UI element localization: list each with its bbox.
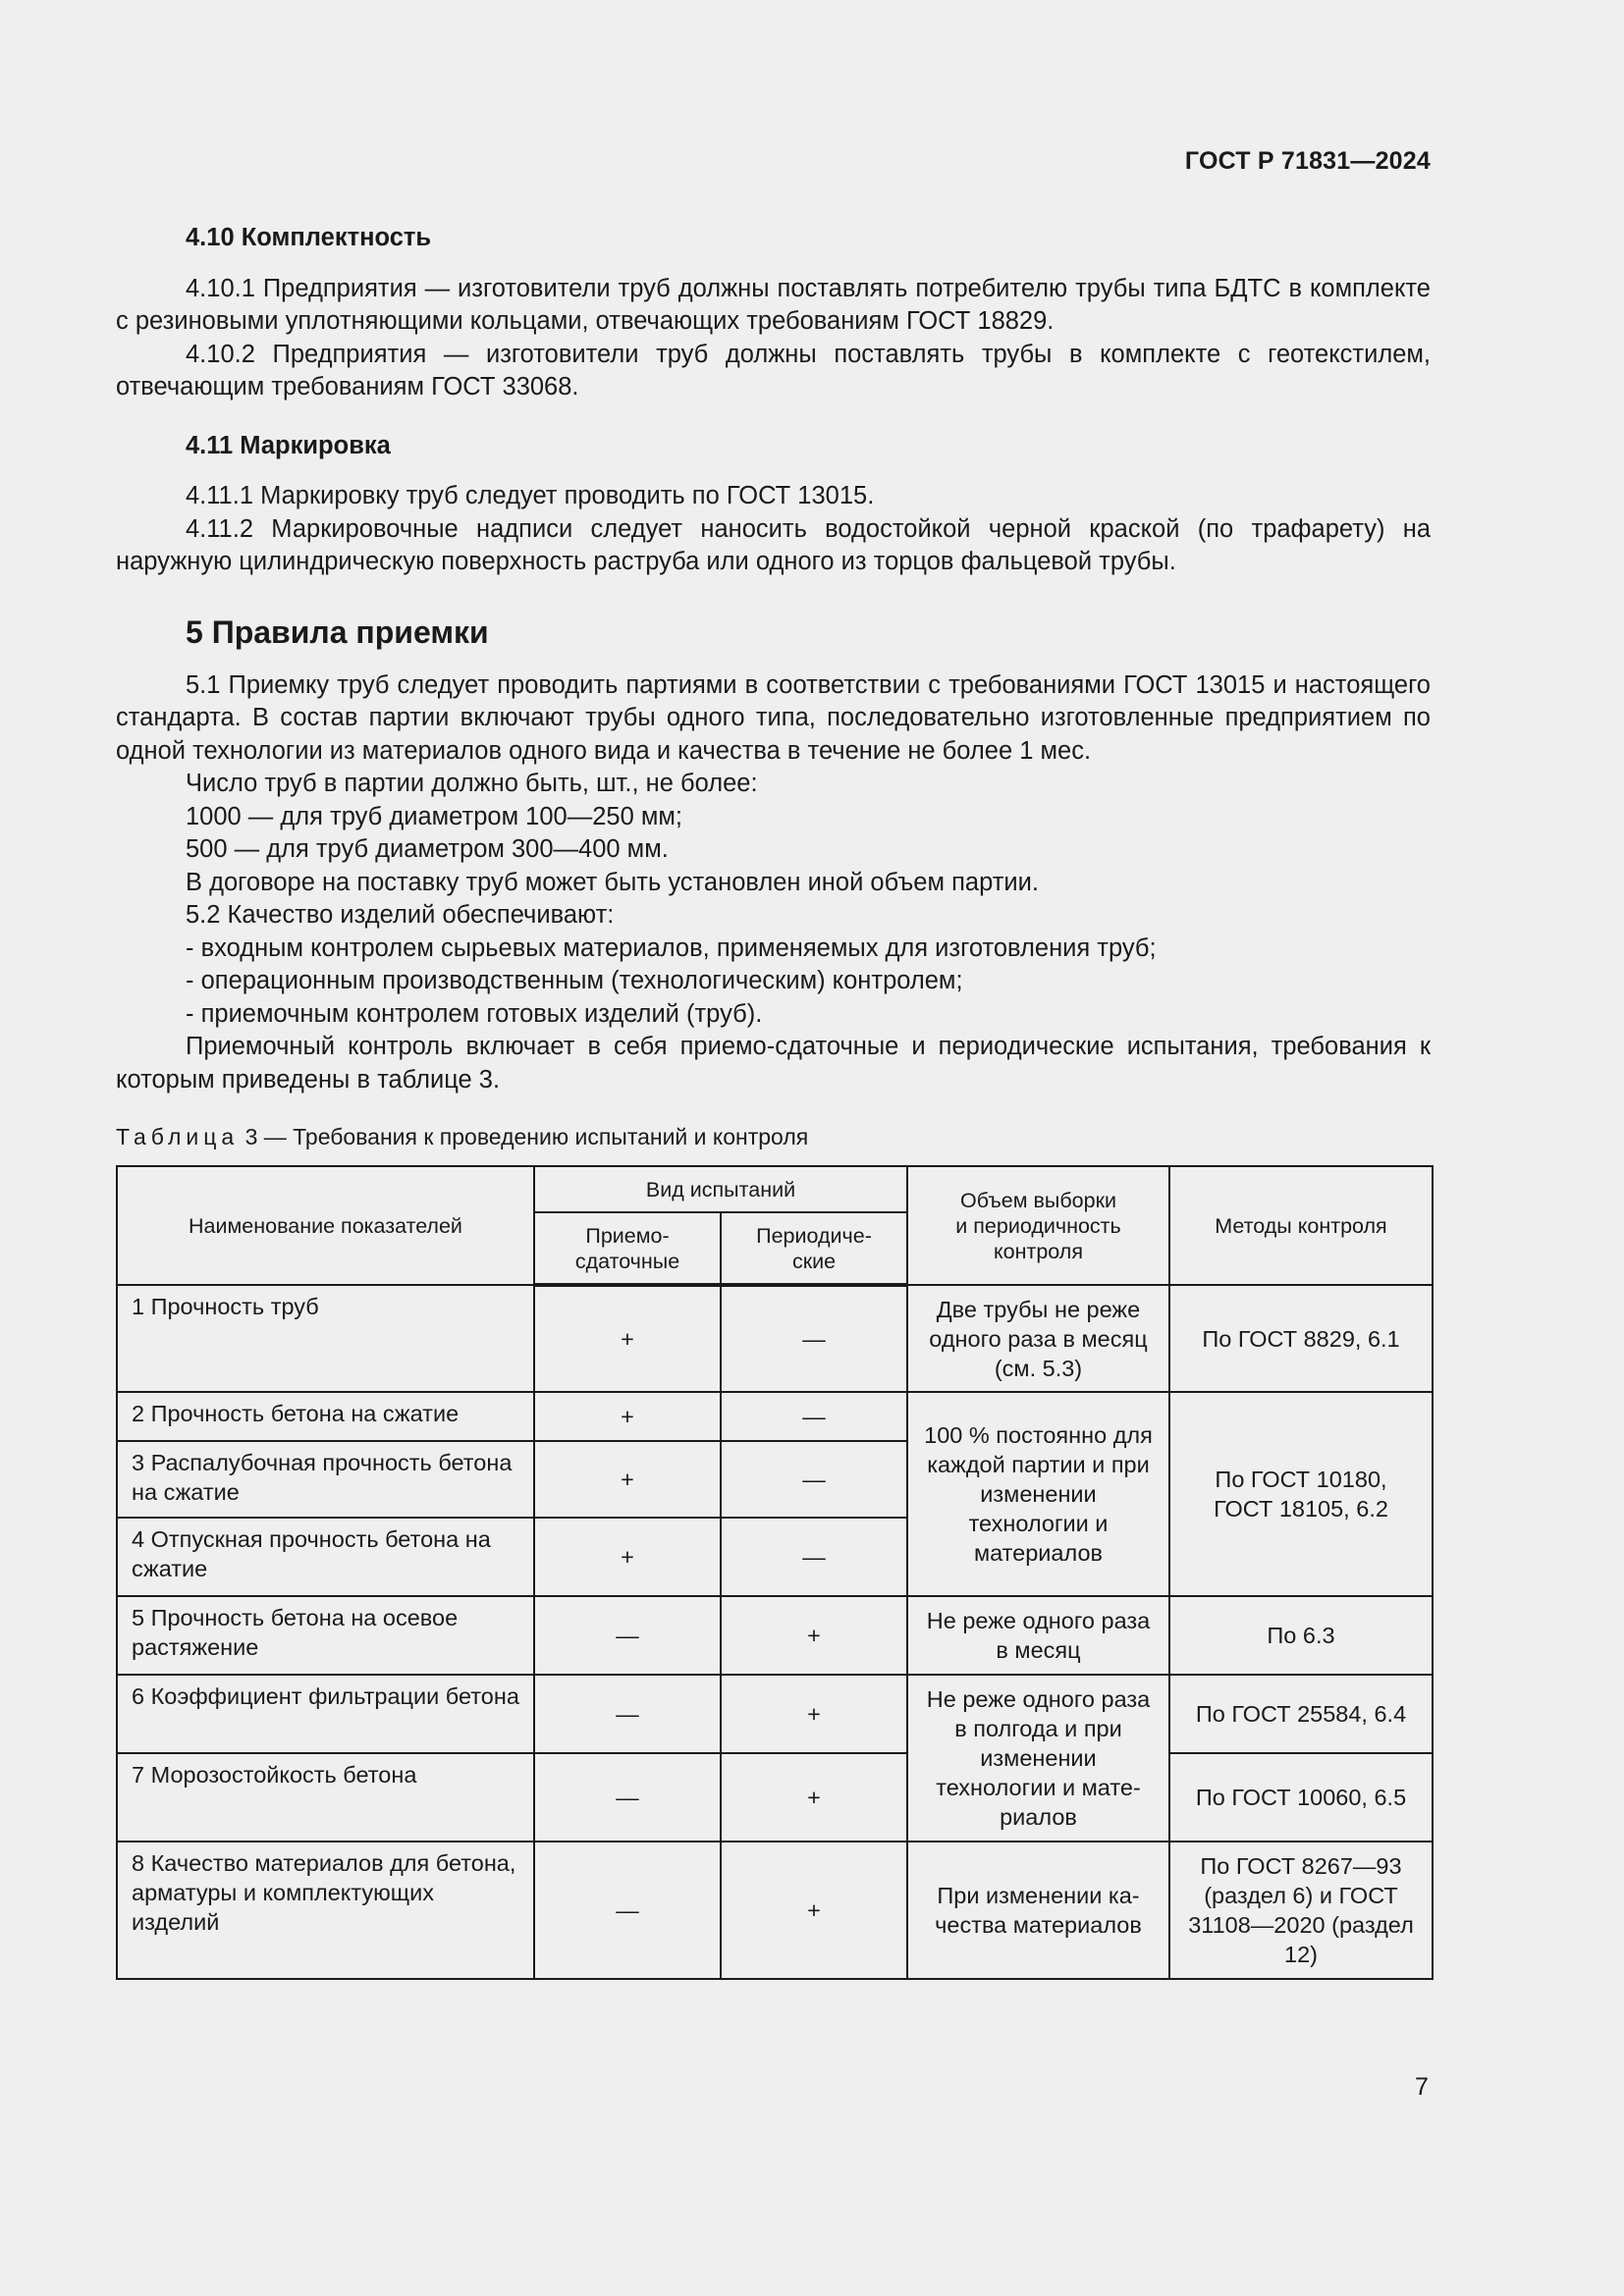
row-sample: 100 % постоянно для каждой партии и при изменении технологии и материалов [907,1392,1169,1596]
row-sample: Не реже одного раза в полгода и при изменении технологии и материалов [907,1675,1169,1842]
document-code: ГОСТ Р 71831—2024 [1184,147,1431,175]
header-sample: Объем выборки и периодичность контроля [907,1166,1169,1285]
row-acceptance: + [534,1392,721,1441]
row-periodic: — [721,1518,907,1596]
paragraph-4-11-2: 4.11.2 Маркировочные надписи следует наносить водостойкой черной краской (по трафарету) на наружную цилиндрическую поверхность раструба или одного из торцов фальцевой трубы. [116,514,1431,575]
row-acceptance: — [534,1675,721,1753]
header-periodic: Периодиче- ские [721,1212,907,1285]
header-methods: Методы контроля [1169,1166,1433,1285]
row-method: По ГОСТ 10180, ГОСТ 18105, 6.2 [1169,1392,1433,1596]
row-sample: При изменении качества материалов [907,1842,1169,1979]
paragraph-5-1: 5.1 Приемку труб следует проводить партиями в соответствии с требованиями ГОСТ 13015 и настоящего стандарта. В состав партии включают трубы одного типа, последовательно изготовленные предприятием по одной технологии из материалов одного вида и качества в течение не более 1 мес. [116,670,1431,765]
row-periodic: — [721,1441,907,1518]
table-row [117,1285,1433,1392]
paragraph-4-10-2: 4.10.2 Предприятия — изготовители труб должны поставлять трубы в комплекте с геотекстилем, отвечающим требованиям ГОСТ 33068. [116,340,1431,400]
table-caption [116,1122,808,1151]
table-caption-word: Таблица [116,1124,240,1149]
row-periodic: — [721,1392,907,1441]
row-name: 2 Прочность бетона на сжатие [117,1392,534,1441]
row-acceptance: + [534,1441,721,1518]
paragraph-4-11-1: 4.11.1 Маркировку труб следует проводить по ГОСТ 13015. [186,482,875,509]
row-periodic: + [721,1596,907,1675]
row-method: По ГОСТ 8829, 6.1 [1169,1285,1433,1392]
table-row [117,1392,1433,1441]
document-body [116,222,1431,1096]
row-name: 1 Прочность труб [117,1285,534,1392]
row-acceptance: — [534,1753,721,1842]
table-row [117,1675,1433,1753]
row-method: По 6.3 [1169,1596,1433,1675]
text-line: 5.2 Качество изделий обеспечивают: [186,901,615,929]
row-periodic: — [721,1285,907,1392]
row-periodic: + [721,1675,907,1753]
list-item: - приемочным контролем готовых изделий (труб). [186,999,763,1028]
paragraph-4-10-1: 4.10.1 Предприятия — изготовители труб должны поставлять потребителю трубы типа БДТС в комплекте с резиновыми уплотняющими кольцами, отвечающих требованиям ГОСТ 18829. [116,274,1431,335]
list-item: - операционным производственным (технологическим) контролем; [186,967,963,994]
row-name: 8 Качество материалов для бетона, арматуры и комплектующих изделий [117,1842,534,1979]
section-4-10-title: 4.10 Комплектность [186,224,432,251]
row-method: По ГОСТ 8267—93 (раздел 6) и ГОСТ 31108—2020 (раздел 12) [1169,1842,1433,1979]
row-method: По ГОСТ 10060, 6.5 [1169,1753,1433,1842]
row-sample: Две трубы не реже одного раза в месяц (см. 5.3) [907,1285,1169,1392]
table-row [117,1753,1433,1842]
text-line: В договоре на поставку труб может быть установлен иной объем партии. [186,868,1039,896]
table-row [117,1842,1433,1979]
row-sample: Не реже одного раза в месяц [907,1596,1169,1675]
row-name: 5 Прочность бетона на осевое растяжение [117,1596,534,1675]
text-line: Число труб в партии должно быть, шт., не более: [186,770,758,797]
paragraph-acceptance-control: Приемочный контроль включает в себя приемо-сдаточные и периодические испытания, требования к которым приведены в таблице 3. [116,1033,1431,1094]
header-name: Наименование показателей [117,1166,534,1285]
text-line: 500 — для труб диаметром 300—400 мм. [186,835,669,863]
row-name: 6 Коэффициент фильтрации бетона [117,1675,534,1753]
requirements-table [116,1165,1434,1980]
row-acceptance: — [534,1596,721,1675]
row-name: 3 Распалубочная прочность бетона на сжатие [117,1441,534,1518]
row-periodic: + [721,1753,907,1842]
row-name: 7 Морозостойкость бетона [117,1753,534,1842]
row-name: 4 Отпускная прочность бетона на сжатие [117,1518,534,1596]
table-caption-text: 3 — Требования к проведению испытаний и контроля [244,1124,809,1149]
text-line: 1000 — для труб диаметром 100—250 мм; [186,802,683,830]
header-acceptance: Приемо- сдаточные [534,1212,721,1285]
list-item: - входным контролем сырьевых материалов, применяемых для изготовления труб; [186,934,1157,962]
page-number: 7 [1415,2073,1429,2101]
header-test-type: Вид испытаний [534,1166,907,1212]
table-row [117,1596,1433,1675]
row-acceptance: — [534,1842,721,1979]
row-periodic: + [721,1842,907,1979]
section-5-title: 5 Правила приемки [186,614,489,650]
row-acceptance: + [534,1285,721,1392]
row-method: По ГОСТ 25584, 6.4 [1169,1675,1433,1753]
section-4-11-title: 4.11 Маркировка [186,431,391,459]
row-acceptance: + [534,1518,721,1596]
